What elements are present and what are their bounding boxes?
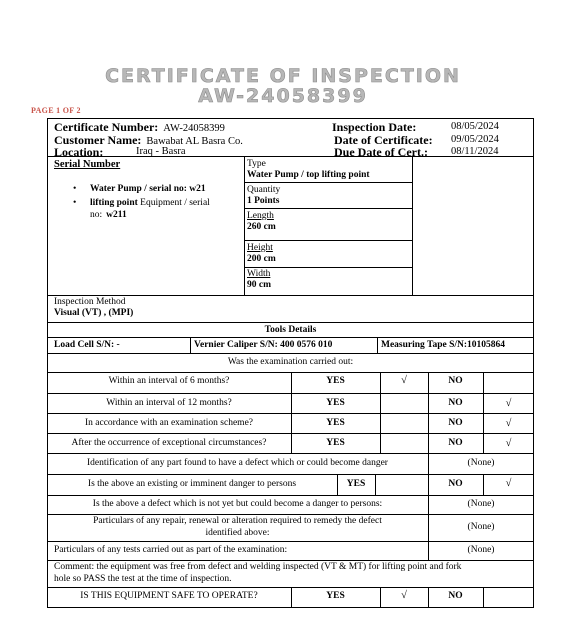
divider bbox=[375, 474, 376, 495]
type-label: Type bbox=[247, 159, 266, 169]
cert-number-label: Certificate Number: bbox=[54, 120, 159, 134]
measuring-tape-sn: Measuring Tape S/N:10105864 bbox=[381, 340, 506, 350]
customer-value: Bawabat AL Basra Co. bbox=[146, 136, 243, 147]
divider bbox=[47, 393, 534, 394]
width-label: Width bbox=[247, 269, 271, 279]
yes-label: YES bbox=[326, 398, 345, 408]
cert-number-value: AW-24058399 bbox=[163, 123, 225, 134]
divider bbox=[47, 413, 534, 414]
divider bbox=[47, 474, 534, 475]
divider bbox=[47, 156, 534, 157]
danger-question: Is the above an existing or imminent danger to persons bbox=[87, 479, 297, 489]
exam-question: After the occurrence of exceptional circumstances? bbox=[71, 438, 267, 448]
comment-line2: hole so PASS the test at the time of inspection. bbox=[54, 574, 232, 584]
length-value: 260 cm bbox=[247, 222, 276, 232]
exam-question: In accordance with an examination scheme? bbox=[84, 418, 254, 428]
divider bbox=[47, 433, 534, 434]
repair-question-line2: identified above: bbox=[205, 528, 270, 538]
check-mark: √ bbox=[505, 478, 512, 489]
divider bbox=[190, 337, 191, 353]
due-date-value: 08/11/2024 bbox=[451, 146, 499, 157]
future-defect-answer: (None) bbox=[467, 499, 495, 509]
check-mark: √ bbox=[505, 398, 512, 409]
safe-question: IS THIS EQUIPMENT SAFE TO OPERATE? bbox=[80, 591, 258, 601]
defect-identification-answer: (None) bbox=[467, 458, 495, 468]
repair-answer: (None) bbox=[467, 522, 495, 532]
divider bbox=[47, 295, 534, 296]
divider bbox=[47, 453, 534, 454]
inspection-date-value: 08/05/2024 bbox=[451, 121, 499, 132]
inspection-date-label: Inspection Date: bbox=[332, 120, 417, 134]
divider bbox=[47, 495, 534, 496]
serial-item: • lifting point Equipment / serial no: w211 bbox=[56, 197, 246, 221]
height-label: Height bbox=[247, 243, 273, 253]
divider bbox=[244, 240, 412, 241]
height-value: 200 cm bbox=[247, 254, 276, 264]
yes-label: YES bbox=[326, 418, 345, 428]
no-label: NO bbox=[448, 479, 463, 489]
tests-question: Particulars of any tests carried out as part of the examination: bbox=[54, 545, 288, 555]
yes-label: YES bbox=[326, 376, 345, 386]
divider bbox=[244, 156, 245, 295]
load-cell-sn: Load Cell S/N: - bbox=[54, 340, 120, 350]
divider bbox=[244, 267, 412, 268]
vernier-caliper-sn: Vernier Caliper S/N: 400 0576 010 bbox=[194, 340, 333, 350]
type-value: Water Pump / top lifting point bbox=[247, 170, 370, 180]
serial-list bbox=[56, 183, 246, 223]
divider bbox=[377, 337, 378, 353]
defect-identification-question: Identification of any part found to have a defect which or could become danger bbox=[87, 458, 388, 468]
date-of-cert-value: 09/05/2024 bbox=[451, 134, 499, 145]
tools-heading: Tools Details bbox=[264, 325, 317, 335]
check-mark: √ bbox=[401, 590, 407, 601]
page-number: PAGE 1 OF 2 bbox=[31, 106, 81, 115]
check-mark: √ bbox=[401, 375, 407, 386]
no-label: NO bbox=[448, 438, 463, 448]
divider bbox=[47, 560, 534, 561]
inspection-method-value: Visual (VT) , (MPI) bbox=[54, 308, 134, 318]
quantity-value: 1 Points bbox=[247, 196, 280, 206]
divider bbox=[483, 587, 484, 608]
tests-answer: (None) bbox=[467, 545, 495, 555]
customer-label: Customer Name: bbox=[54, 133, 142, 147]
check-mark: √ bbox=[505, 438, 512, 449]
divider bbox=[244, 208, 412, 209]
location-value: Iraq - Basra bbox=[136, 146, 186, 157]
divider bbox=[47, 353, 534, 354]
divider bbox=[47, 514, 534, 515]
width-value: 90 cm bbox=[247, 280, 272, 290]
yes-label: YES bbox=[326, 438, 345, 448]
no-label: NO bbox=[448, 398, 463, 408]
yes-label: YES bbox=[346, 479, 366, 489]
divider bbox=[47, 337, 534, 338]
comment-line1: Comment: the equipment was free from defect and welding inspected (VT & MT) for lifting point and fork bbox=[54, 562, 462, 572]
length-label: Length bbox=[247, 211, 274, 221]
yes-label: YES bbox=[326, 591, 345, 601]
no-label: NO bbox=[448, 376, 463, 386]
inspection-method-label: Inspection Method bbox=[54, 297, 126, 307]
future-defect-question: Is the above a defect which is not yet but could become a danger to persons: bbox=[92, 499, 383, 509]
due-date-label: Due Date of Cert.: bbox=[334, 145, 428, 159]
repair-question-line1: Particulars of any repair, renewal or alteration required to remedy the defect bbox=[93, 516, 382, 526]
divider bbox=[47, 322, 534, 323]
serial-heading: Serial Number bbox=[54, 159, 121, 170]
no-label: NO bbox=[448, 418, 463, 428]
quantity-label: Quantity bbox=[247, 185, 281, 195]
date-of-cert-label: Date of Certificate: bbox=[334, 133, 433, 147]
certificate-number-title: AW-24058399 bbox=[198, 85, 368, 107]
divider bbox=[47, 541, 534, 542]
serial-item: • Water Pump / serial no: w21 bbox=[56, 183, 246, 195]
divider bbox=[244, 182, 412, 183]
certificate-title: CERTIFICATE OF INSPECTION bbox=[105, 65, 461, 87]
divider bbox=[412, 156, 413, 295]
exam-question: Within an interval of 6 months? bbox=[108, 376, 230, 386]
exam-heading: Was the examination carried out: bbox=[227, 357, 354, 367]
exam-question: Within an interval of 12 months? bbox=[106, 398, 232, 408]
location-label: Location: bbox=[54, 145, 104, 159]
check-mark: √ bbox=[505, 418, 512, 429]
no-label: NO bbox=[448, 591, 463, 601]
